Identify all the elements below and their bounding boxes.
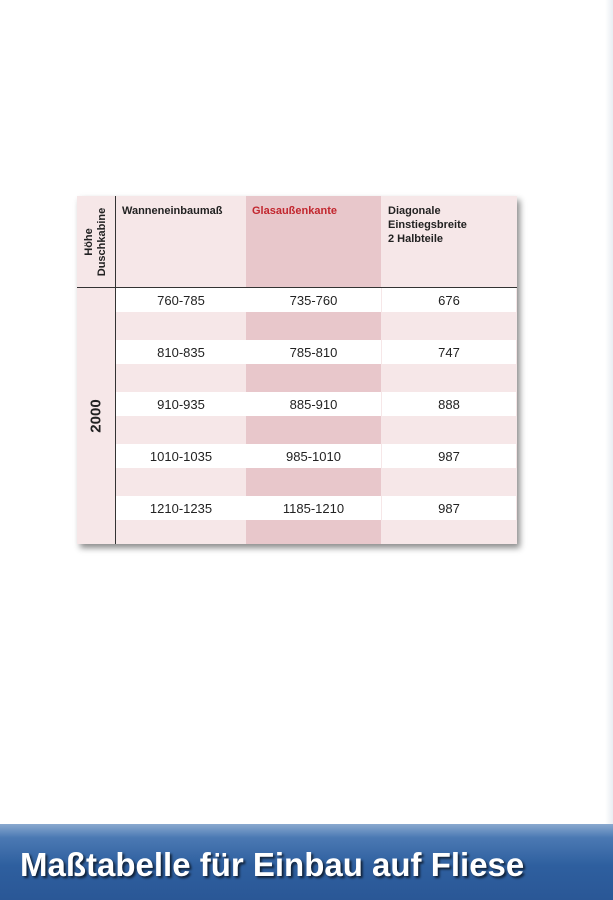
header-diagonale-line1: Diagonale bbox=[388, 205, 441, 217]
height-header-line1: Höhe bbox=[83, 228, 95, 256]
cell-wanneneinbaumass: 1010-1035 bbox=[116, 444, 246, 468]
table-row bbox=[116, 288, 517, 340]
header-diagonale-line3: 2 Halbteile bbox=[388, 233, 444, 245]
cell-wanneneinbaumass: 760-785 bbox=[116, 288, 246, 312]
cell-glasaussenkante: 885-910 bbox=[246, 392, 381, 416]
cell-glasaussenkante: 735-760 bbox=[246, 288, 381, 312]
cell-diagonale: 987 bbox=[382, 444, 516, 468]
table-row bbox=[116, 496, 517, 548]
cell-diagonale: 676 bbox=[382, 288, 516, 312]
cell-wanneneinbaumass: 1210-1235 bbox=[116, 496, 246, 520]
footer-banner bbox=[0, 824, 613, 900]
header-diagonale bbox=[388, 204, 467, 246]
cell-wanneneinbaumass: 810-835 bbox=[116, 340, 246, 364]
header-wanneneinbaumass: Wanneneinbaumaß bbox=[122, 205, 223, 217]
header-glasaussenkante: Glasaußenkante bbox=[252, 205, 337, 217]
table-row bbox=[116, 392, 517, 444]
height-header bbox=[77, 196, 115, 287]
cell-diagonale: 888 bbox=[382, 392, 516, 416]
cell-diagonale: 747 bbox=[382, 340, 516, 364]
cell-glasaussenkante: 785-810 bbox=[246, 340, 381, 364]
page-edge bbox=[605, 0, 613, 900]
cell-wanneneinbaumass: 910-935 bbox=[116, 392, 246, 416]
height-value: 2000 bbox=[87, 399, 105, 433]
cell-glasaussenkante: 985-1010 bbox=[246, 444, 381, 468]
dimension-table bbox=[77, 196, 517, 544]
height-value-cell bbox=[77, 288, 115, 544]
cell-glasaussenkante: 1185-1210 bbox=[246, 496, 381, 520]
height-header-line2: Duschkabine bbox=[96, 207, 108, 277]
table-row bbox=[116, 444, 517, 496]
table-header bbox=[77, 196, 517, 288]
footer-title: Maßtabelle für Einbau auf Fliese bbox=[20, 846, 525, 883]
table-row bbox=[116, 340, 517, 392]
cell-diagonale: 987 bbox=[382, 496, 516, 520]
header-diagonale-line2: Einstiegsbreite bbox=[388, 219, 467, 231]
